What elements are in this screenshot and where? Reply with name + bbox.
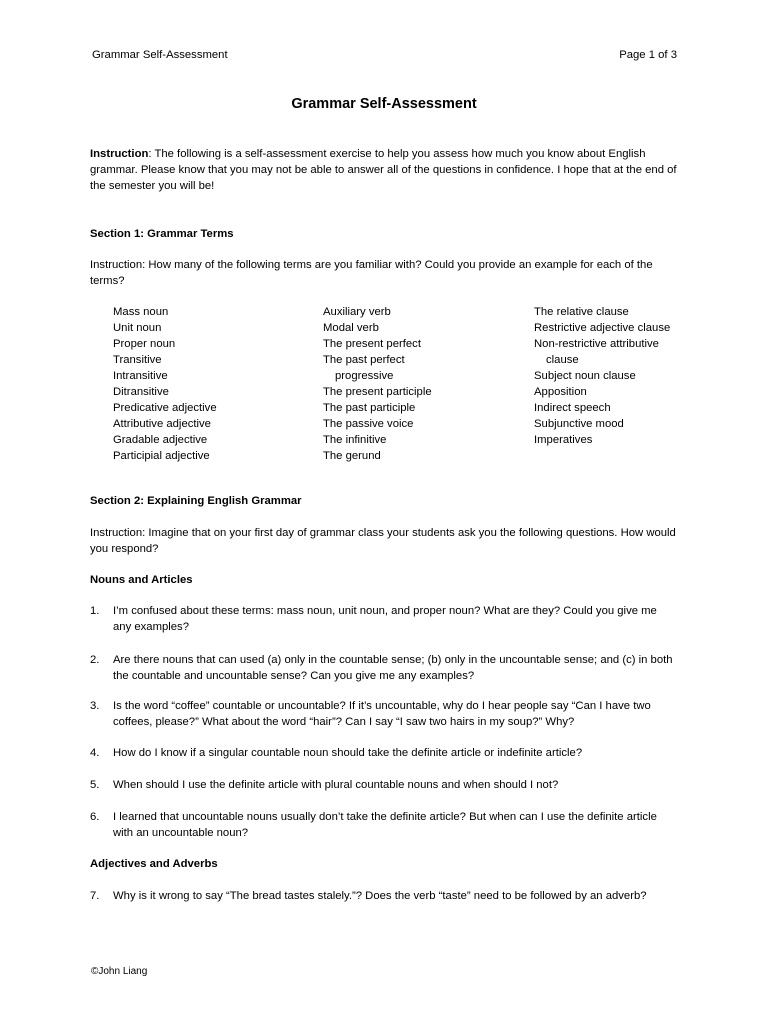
term-item: The past participle	[323, 402, 416, 414]
section1-instruction: Instruction: How many of the following terms are you familiar with? Could you provide an example for each of the terms?	[90, 259, 653, 287]
question-text: When should I use the definite article with plural countable nouns and when should I not?	[113, 779, 559, 791]
term-item: Predicative adjective	[113, 402, 217, 414]
term-item: Participial adjective	[113, 450, 210, 462]
question-item	[90, 652, 690, 684]
question-number: 1.	[90, 605, 100, 617]
question-text: Are there nouns that can used (a) only in the countable sense; (b) only in the uncountable sense; and (c) in both the countable and uncountable sense? Can you give me any examples?	[113, 654, 673, 682]
term-item: The gerund	[323, 450, 381, 462]
question-number: 4.	[90, 747, 100, 759]
term-item: Indirect speech	[534, 402, 611, 414]
term-item: Unit noun	[113, 322, 162, 334]
term-item: Mass noun	[113, 306, 169, 318]
term-item: The passive voice	[323, 418, 414, 430]
term-item: Attributive adjective	[113, 418, 211, 430]
term-item: The past perfect	[323, 354, 405, 366]
terms-column-1	[113, 304, 217, 464]
section1-heading: Section 1: Grammar Terms	[90, 228, 234, 240]
intro-label: Instruction	[90, 148, 149, 160]
question-number: 5.	[90, 779, 100, 791]
term-item: The infinitive	[323, 434, 387, 446]
intro-text: : The following is a self-assessment exercise to help you assess how much you know about English grammar. Please know that you may not be able to answer all of the questions in confidence. I hope that at the end of the semester you will be!	[90, 148, 677, 192]
term-item: Subject noun clause	[534, 370, 636, 382]
term-item: The present perfect	[323, 338, 421, 350]
page-title: Grammar Self-Assessment	[291, 96, 477, 112]
question-item	[90, 809, 690, 841]
term-item: Imperatives	[534, 434, 593, 446]
terms-column-3	[534, 304, 670, 448]
term-item: Intransitive	[113, 370, 168, 382]
term-item: Non-restrictive attributive	[534, 338, 659, 350]
term-item: Transitive	[113, 354, 162, 366]
question-item	[90, 777, 690, 793]
terms-column-2	[323, 304, 432, 464]
term-item: Apposition	[534, 386, 587, 398]
term-item: Subjunctive mood	[534, 418, 624, 430]
question-item	[90, 603, 690, 635]
question-text: I learned that uncountable nouns usually don’t take the definite article? But when can I use the definite article with an uncountable noun?	[113, 811, 657, 839]
term-item: The relative clause	[534, 306, 629, 318]
question-text: Is the word “coffee” countable or uncountable? If it’s uncountable, why do I hear people say “Can I have two coffees, please?” What about the word “hair”? Can I say “I saw two hairs in my soup?” Why?	[113, 700, 651, 728]
section2-instruction: Instruction: Imagine that on your first day of grammar class your students ask you the following questions. How would you respond?	[90, 527, 676, 555]
question-text: I’m confused about these terms: mass noun, unit noun, and proper noun? What are they? Could you give me any examples?	[113, 605, 657, 633]
term-item: Modal verb	[323, 322, 379, 334]
term-item-continuation: progressive	[335, 370, 394, 382]
question-text: Why is it wrong to say “The bread tastes stalely.”? Does the verb “taste” need to be followed by an adverb?	[113, 890, 647, 902]
running-header-title: Grammar Self-Assessment	[92, 49, 228, 61]
term-item: The present participle	[323, 386, 432, 398]
term-item-continuation: clause	[546, 354, 579, 366]
term-item: Restrictive adjective clause	[534, 322, 671, 334]
term-item: Auxiliary verb	[323, 306, 391, 318]
question-item	[90, 745, 690, 761]
section2-heading: Section 2: Explaining English Grammar	[90, 495, 302, 507]
term-item: Proper noun	[113, 338, 176, 350]
subsection-nouns-articles: Nouns and Articles	[90, 574, 193, 586]
question-number: 2.	[90, 654, 100, 666]
intro-paragraph	[90, 146, 690, 194]
question-number: 7.	[90, 890, 100, 902]
question-text: How do I know if a singular countable noun should take the definite article or indefinite article?	[113, 747, 583, 759]
copyright-footer: ©John Liang	[91, 966, 148, 977]
term-item: Gradable adjective	[113, 434, 208, 446]
page-number: Page 1 of 3	[619, 49, 677, 61]
question-number: 6.	[90, 811, 100, 823]
question-item	[90, 888, 690, 904]
subsection-adjectives-adverbs: Adjectives and Adverbs	[90, 858, 218, 870]
term-item: Ditransitive	[113, 386, 169, 398]
question-number: 3.	[90, 700, 100, 712]
question-item	[90, 698, 690, 730]
